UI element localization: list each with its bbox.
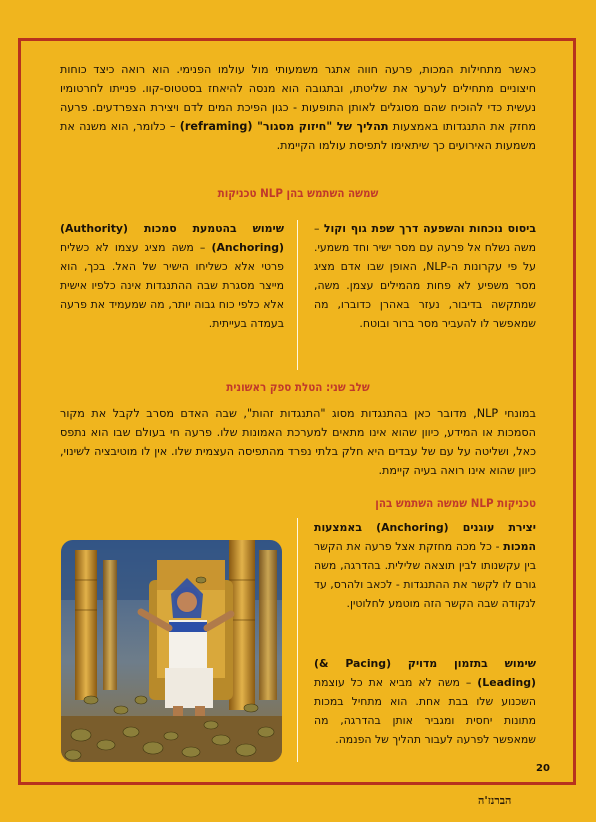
column-divider-2 bbox=[297, 518, 298, 762]
technique-anchoring: יצירת עוגנים (Anchoring) באמצעות המכות - כל מכה מחזקת אצל פרעה את הקשר בין עקשנותו לבין תוצאה שלילית. בהדרגה, משה גורם לו לקשר את ההתנגדות - לכאב ולהרס, עד לנקודה שבה הקשר הזה מוטמע לחלוטין. bbox=[314, 521, 536, 610]
pharaoh-frogs-illustration bbox=[61, 540, 282, 762]
page-number: 20 bbox=[536, 763, 550, 774]
technique-pacing-leading: שימוש בתזמון מדויק (Pacing &) (Leading) – משה לא מביא את כל עוצמת השכנוע שלו בבת אחת. הוא מתחיל במכות מתונות יחסית ומגביר אותן בהדרגה, מה שמאפשר לפרעה לעבור תהליך של הפנמה. bbox=[314, 657, 536, 746]
column-divider bbox=[297, 220, 298, 370]
technique-authority: שימוש בהטמעת סמכות (Authority) (Anchoring) – משה מציג עצמו לא כשליח פרטי אלא כשליחו הישיר של האל. בכך, הוא מייצר מסגרת שבה ההתנגדות אינה כלפיו אישית אלא כלפי כוח גבוה יותר, מה שמעמיד את פרעה בעמדה בעייתית. bbox=[60, 222, 284, 330]
section-heading-stage2: שלב שני: הטלת ספק ראשונית bbox=[226, 380, 370, 394]
intro-bold: תהליך של "חיזוק מסגור" (reframing) bbox=[179, 120, 389, 133]
stage2-paragraph: במונחי NLP, מדובר כאן בהתנגדות מסוג "התנגדות זהות", שבה האדם מסרב לקבל את מקור הסמכות או המידע, כיוון שהוא אינו מתאים למערכת האמונות שלו. פרעה חי בעולם שבו הוא נתפס כאל, ושליטה על עם של עבדים היא חלק בלתי נפרד מהתפיסה העצמית שלו. אין לו מוטיבציה לשינוי, כיוון שהוא אינו רואה בעיה קיימת. bbox=[60, 407, 536, 477]
technique-body-language: ביסוס נוכחות והשפעה דרך שפת גוף וקול – משה נשלח אל פרעה עם מסר ישיר וחד משמעי. על פי עקרונות ה-NLP, האופן שבו אדם מציג מסר משפיע לא פחות מהמילים עצמן. משה, שמתקשה בדיבור, נעזר באהרן כדוברו, מה שמאפשר לו להעביר מסר ברור ובוטח. bbox=[314, 222, 536, 330]
section-heading-techniques: טכניקות NLP שמשה השתמש בהן bbox=[217, 186, 379, 200]
section-heading-techniques-2: טכניקות NLP שמשה השתמש בהן bbox=[375, 496, 536, 510]
brand-footer: הברנז'ה bbox=[478, 794, 512, 807]
intro-paragraph: כאשר מתחילות המכות, פרעה חווה אתגר משמעותי מול עולמו הפנימי. הוא רואה כיצד כוחות חיצוניים מתחילים לערער את שליטתו, ובתגובה הוא מנסה להיאחז בסטטוס-קוו. פנייתו לחרטומיו נעשית כדי להוכיח שהם מסוגלים לאותן התופעות - כגון הפיכת המים לדם ויצירת הצפרדעים. פרעה מחזק את התנגדותו באמצעות תהליך של "חיזוק מסגור" (reframing) – כלומר, הוא משנה את משמעות האירועים כך שיתאימו לתפיסת עולמו הקיימת. bbox=[60, 63, 537, 152]
